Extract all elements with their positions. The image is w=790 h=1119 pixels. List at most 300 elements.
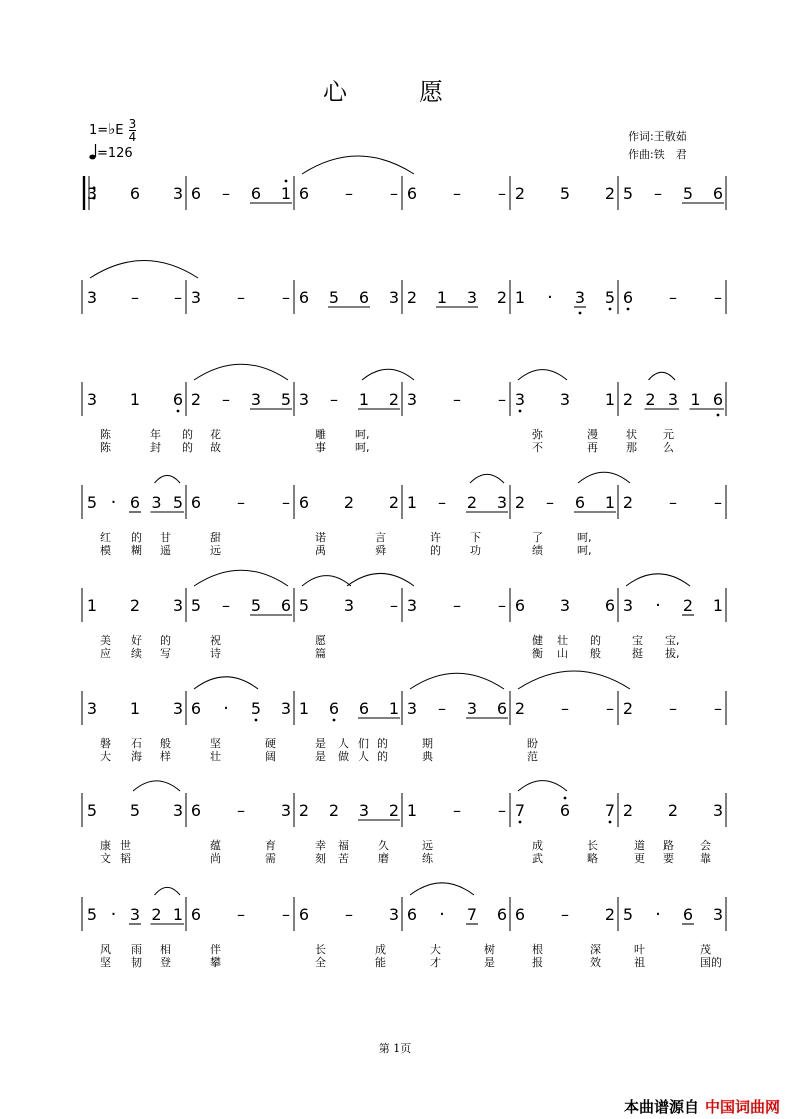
lyric-char: 不	[532, 441, 543, 454]
note: 3	[559, 390, 571, 409]
note: 6	[406, 905, 418, 924]
slur-arc	[155, 887, 181, 895]
note: 5	[622, 905, 634, 924]
note: –	[606, 699, 614, 718]
note: –	[438, 493, 446, 512]
note: –	[345, 905, 353, 924]
note: ·	[439, 904, 445, 925]
note: 2	[682, 596, 694, 615]
note: 3	[622, 596, 634, 615]
note: 5	[280, 390, 292, 409]
note: 2	[622, 390, 634, 409]
lyric-char: 成	[532, 839, 543, 852]
note: 3	[151, 493, 162, 512]
note: 5	[559, 184, 571, 203]
note: 6	[622, 288, 634, 307]
note: 6	[250, 184, 262, 203]
note: –	[282, 493, 290, 512]
time-top: 3	[128, 117, 137, 131]
lyric-char: 福	[338, 839, 349, 852]
note: 6	[514, 596, 526, 615]
note: 3	[86, 184, 98, 203]
note: 3	[406, 390, 418, 409]
lyric-char: 阔	[265, 750, 276, 763]
note: 6	[712, 390, 724, 409]
tempo-text: =126	[97, 146, 133, 161]
lyric-char: 坚	[210, 737, 221, 750]
note: 6	[682, 905, 694, 924]
slur-arc	[194, 677, 258, 689]
note: 6	[172, 390, 184, 409]
lyric-char: 长	[587, 839, 598, 852]
lyric-char: 陈	[100, 441, 111, 454]
note: 1	[514, 288, 526, 307]
note: 6	[298, 493, 310, 512]
time-bottom: 4	[128, 130, 137, 144]
note: –	[453, 801, 461, 820]
lyric-char: 的	[377, 737, 388, 750]
slur-arc	[90, 261, 198, 278]
note: 6	[190, 493, 202, 512]
note: 5	[604, 288, 616, 307]
low-octave-dot	[519, 821, 522, 824]
note: 5	[129, 801, 141, 820]
note: 2	[388, 390, 400, 409]
note: 2	[190, 390, 202, 409]
lyric-char: 范	[527, 750, 538, 763]
slur-arc	[470, 474, 504, 483]
lyric-char: 遥	[160, 544, 171, 557]
lyric-char: 美	[100, 634, 111, 647]
lyric-char: 蕴	[210, 839, 221, 852]
note: 6	[129, 493, 141, 512]
note: –	[498, 801, 506, 820]
slur-arc	[133, 781, 180, 791]
note: –	[390, 596, 398, 615]
lyric-char: 了	[532, 531, 543, 544]
lyric-char: 长	[315, 943, 326, 956]
note: 3	[280, 699, 292, 718]
lyric-char: 壮	[210, 750, 221, 763]
note: –	[714, 288, 722, 307]
note: 3	[466, 288, 478, 307]
lyric-char: 根	[532, 943, 543, 956]
note: 3	[667, 390, 679, 409]
lyric-char: 那	[626, 441, 637, 454]
note: –	[282, 905, 290, 924]
note: 6	[298, 905, 310, 924]
slur-arc	[302, 576, 351, 586]
lyric-char: 是	[315, 750, 326, 763]
low-octave-dot	[609, 308, 612, 311]
lyric-char: 幸	[315, 839, 326, 852]
lyric-char: 攀	[210, 956, 221, 969]
lyric-char: 才	[430, 956, 441, 969]
lyric-char: 们	[358, 737, 369, 750]
note: 5	[298, 596, 310, 615]
lyric-char: 的	[182, 428, 193, 441]
lyric-char: 大	[100, 750, 111, 763]
note: 2	[604, 905, 616, 924]
lyric-char: 坚	[100, 956, 111, 969]
slur-arc	[518, 370, 567, 380]
lyric-char: 花	[210, 428, 221, 441]
note: 6	[574, 493, 586, 512]
note: –	[669, 699, 677, 718]
lyric-char: 舜	[375, 544, 386, 557]
note: 6	[406, 184, 418, 203]
note: 6	[129, 184, 141, 203]
note: –	[222, 184, 230, 203]
lyric-char: 盼	[527, 737, 538, 750]
lyric-char: 下	[470, 531, 481, 544]
note: 2	[514, 699, 526, 718]
lyric-char: 是	[315, 737, 326, 750]
note: –	[561, 699, 569, 718]
note: 6	[328, 699, 340, 718]
low-octave-dot	[519, 410, 522, 413]
note: 5	[86, 801, 98, 820]
note: 6	[496, 905, 508, 924]
note: 3	[496, 493, 508, 512]
note: –	[669, 493, 677, 512]
note: 5	[328, 288, 340, 307]
note: –	[669, 288, 677, 307]
note: –	[222, 596, 230, 615]
note: –	[654, 184, 662, 203]
lyric-char: 呵,	[355, 428, 370, 441]
note: –	[131, 288, 139, 307]
lyric-char: 韬	[120, 852, 131, 865]
lyric-char: 诺	[315, 531, 326, 544]
note: 6	[298, 184, 310, 203]
lyric-char: 康	[100, 839, 111, 852]
note: 5	[172, 493, 184, 512]
lyric-char: 拔,	[665, 647, 680, 660]
note: –	[561, 905, 569, 924]
note: 3	[129, 905, 141, 924]
lyric-char: 树	[484, 943, 495, 956]
slur-arc	[410, 673, 504, 689]
note: 7	[604, 801, 616, 820]
lyric-char: 陈	[100, 428, 111, 441]
composer-credit: 作曲:铁 君	[628, 148, 687, 161]
lyric-char: 国的	[700, 956, 722, 969]
lyric-char: 宝	[632, 634, 643, 647]
lyric-char: 人	[338, 737, 349, 750]
lyric-char: 故	[210, 441, 221, 454]
lyric-char: 言	[375, 531, 386, 544]
lyric-char: 甜	[210, 531, 221, 544]
lyric-char: 的	[430, 544, 441, 557]
lyric-char: 会	[700, 839, 711, 852]
note: 1	[406, 801, 418, 820]
lyric-char: 甘	[160, 531, 171, 544]
note: 2	[604, 184, 616, 203]
slur-arc	[194, 570, 288, 586]
note: –	[498, 596, 506, 615]
note: 2	[514, 184, 526, 203]
note: 1	[604, 390, 616, 409]
lyric-char: 期	[422, 737, 433, 750]
lyric-char: 伴	[210, 943, 221, 956]
lyric-char: 许	[430, 531, 441, 544]
lyric-char: 状	[626, 428, 637, 441]
note: 2	[298, 801, 310, 820]
lyric-char: 宝,	[665, 634, 680, 647]
source-site-link[interactable]: 中国词曲网	[704, 1098, 780, 1116]
note: 3	[514, 390, 526, 409]
lyric-char: 祖	[634, 956, 645, 969]
note: –	[453, 390, 461, 409]
lyric-char: 久	[378, 839, 389, 852]
note: 6	[712, 184, 724, 203]
page-number: 第 1页	[378, 1042, 412, 1055]
note: 6	[559, 801, 571, 820]
note: 1	[406, 493, 418, 512]
note: 5	[86, 493, 98, 512]
note: 3	[466, 699, 478, 718]
lyric-char: 略	[587, 852, 598, 865]
lyric-char: 全	[315, 956, 326, 969]
note: 2	[388, 801, 400, 820]
note: 6	[190, 184, 202, 203]
lyric-char: 苦	[338, 852, 349, 865]
low-octave-dot	[717, 414, 720, 417]
note: 7	[514, 801, 526, 820]
lyric-char: 写	[160, 647, 171, 660]
lyric-char: 石	[131, 737, 142, 750]
lyric-char: 祝	[210, 634, 221, 647]
key-note: E	[115, 123, 124, 138]
lyric-char: 诗	[210, 647, 221, 660]
lyric-char: 相	[160, 943, 171, 956]
note: 6	[358, 699, 370, 718]
lyric-char: 报	[532, 956, 543, 969]
note: –	[237, 905, 245, 924]
lyric-char: 漫	[587, 428, 598, 441]
note: 2	[388, 493, 400, 512]
note: 3	[86, 288, 98, 307]
lyric-char: 磐	[100, 737, 111, 750]
note: ·	[547, 287, 553, 308]
note: 6	[496, 699, 508, 718]
note: 1	[298, 699, 310, 718]
lyric-char: 绩	[532, 544, 543, 557]
low-octave-dot	[579, 312, 582, 315]
slur-arc	[410, 883, 474, 895]
page-title: 心 愿	[323, 78, 467, 106]
lyric-char: 效	[590, 956, 601, 969]
lyric-char: 登	[160, 956, 171, 969]
key-prefix: 1=	[89, 123, 109, 138]
lyric-char: 世	[120, 839, 131, 852]
note: 3	[388, 288, 400, 307]
lyric-char: 文	[100, 852, 111, 865]
note: 5	[682, 184, 694, 203]
note: 1	[129, 390, 141, 409]
lyric-char: 样	[160, 750, 171, 763]
note: –	[453, 596, 461, 615]
note: 2	[645, 390, 656, 409]
lyric-char: 是	[484, 956, 495, 969]
lyric-char: 么	[663, 441, 674, 454]
note: 2	[514, 493, 526, 512]
flat-icon: ♭	[108, 120, 116, 138]
note: 3	[358, 801, 370, 820]
note: 2	[622, 493, 634, 512]
note: 3	[712, 801, 724, 820]
lyric-char: 呵,	[577, 544, 592, 557]
lyric-char: 雨	[131, 943, 142, 956]
note: 6	[190, 699, 202, 718]
note: 3	[86, 699, 98, 718]
note: 5	[250, 699, 262, 718]
note: 3	[559, 596, 571, 615]
lyricist-credit: 作词:王敬茹	[628, 130, 687, 143]
lyric-char: 的	[131, 531, 142, 544]
lyric-char: 壮	[557, 634, 568, 647]
lyric-char: 糊	[131, 544, 142, 557]
note: –	[330, 390, 338, 409]
note: ·	[655, 595, 661, 616]
slur-arc	[155, 475, 181, 483]
note: 1	[436, 288, 448, 307]
lyric-char: 武	[532, 852, 543, 865]
lyric-char: 风	[100, 943, 111, 956]
low-octave-dot	[609, 821, 612, 824]
lyric-char: 的	[182, 441, 193, 454]
lyric-char: 元	[663, 428, 674, 441]
lyric-char: 愿	[315, 634, 326, 647]
note: 3	[172, 184, 184, 203]
slur-arc	[626, 574, 690, 586]
lyric-char: 般	[590, 647, 601, 660]
note: 2	[622, 801, 634, 820]
slur-arc	[578, 472, 630, 483]
note: 2	[466, 493, 478, 512]
note: 2	[406, 288, 418, 307]
note: –	[546, 493, 554, 512]
lyric-char: 道	[634, 839, 645, 852]
lyric-char: 远	[422, 839, 433, 852]
note: 3	[172, 596, 184, 615]
note: –	[282, 288, 290, 307]
slur-arc	[518, 671, 630, 689]
note: 2	[129, 596, 141, 615]
lyric-char: 续	[131, 647, 142, 660]
note: –	[237, 493, 245, 512]
lyric-char: 硬	[265, 737, 276, 750]
note: 1	[712, 596, 724, 615]
note: ·	[655, 904, 661, 925]
note: 3	[712, 905, 724, 924]
lyric-char: 海	[131, 750, 142, 763]
note: –	[237, 801, 245, 820]
lyric-char: 需	[265, 852, 276, 865]
note: –	[714, 699, 722, 718]
source-footer	[624, 1096, 780, 1117]
lyric-char: 茂	[700, 943, 711, 956]
note: 6	[190, 801, 202, 820]
lyric-char: 练	[422, 852, 433, 865]
lyric-char: 做	[338, 750, 349, 763]
note: 3	[86, 390, 98, 409]
lyric-char: 人	[358, 750, 369, 763]
note: –	[498, 390, 506, 409]
note: 5	[190, 596, 202, 615]
low-octave-dot	[177, 410, 180, 413]
note: –	[174, 288, 182, 307]
lyric-char: 深	[590, 943, 601, 956]
lyric-char: 功	[470, 544, 481, 557]
note: 6	[604, 596, 616, 615]
lyric-char: 成	[375, 943, 386, 956]
slur-arc	[194, 364, 288, 380]
note: 3	[298, 390, 310, 409]
high-octave-dot	[564, 797, 567, 800]
note: 6	[190, 905, 202, 924]
note: 6	[358, 288, 370, 307]
note: 3	[574, 288, 586, 307]
note: ·	[110, 904, 117, 925]
note: 5	[86, 905, 98, 924]
note: 1	[690, 390, 701, 409]
note: 2	[496, 288, 508, 307]
note: 3	[190, 288, 202, 307]
note: 2	[667, 801, 679, 820]
note: –	[438, 699, 446, 718]
note: 6	[280, 596, 292, 615]
note: 2	[151, 905, 162, 924]
lyric-char: 事	[315, 441, 326, 454]
lyric-char: 能	[375, 956, 386, 969]
note: 6	[298, 288, 310, 307]
note: 7	[466, 905, 478, 924]
note: 3	[388, 905, 400, 924]
slur-arc	[302, 156, 414, 174]
lyric-char: 刻	[315, 852, 326, 865]
note: 2	[328, 801, 340, 820]
lyric-char: 山	[557, 647, 568, 660]
lyric-char: 呵,	[355, 441, 370, 454]
low-octave-dot	[627, 308, 630, 311]
note: –	[237, 288, 245, 307]
source-label: 本曲谱源自	[623, 1098, 699, 1116]
note: –	[714, 493, 722, 512]
note: 3	[280, 801, 292, 820]
note: –	[390, 184, 398, 203]
note: 2	[343, 493, 355, 512]
low-octave-dot	[255, 719, 258, 722]
note: 1	[280, 184, 292, 203]
lyric-char: 韧	[131, 956, 142, 969]
lyric-char: 般	[160, 737, 171, 750]
lyric-char: 呵,	[577, 531, 592, 544]
lyric-char: 再	[587, 441, 598, 454]
note: 1	[129, 699, 141, 718]
lyric-char: 育	[265, 839, 276, 852]
note: 1	[604, 493, 616, 512]
lyric-char: 年	[150, 428, 161, 441]
lyric-char: 雕	[315, 428, 326, 441]
lyric-char: 禹	[315, 544, 326, 557]
note: 2	[622, 699, 634, 718]
note: 5	[250, 596, 262, 615]
note: –	[222, 390, 230, 409]
lyric-char: 的	[160, 634, 171, 647]
note: 3	[172, 801, 184, 820]
